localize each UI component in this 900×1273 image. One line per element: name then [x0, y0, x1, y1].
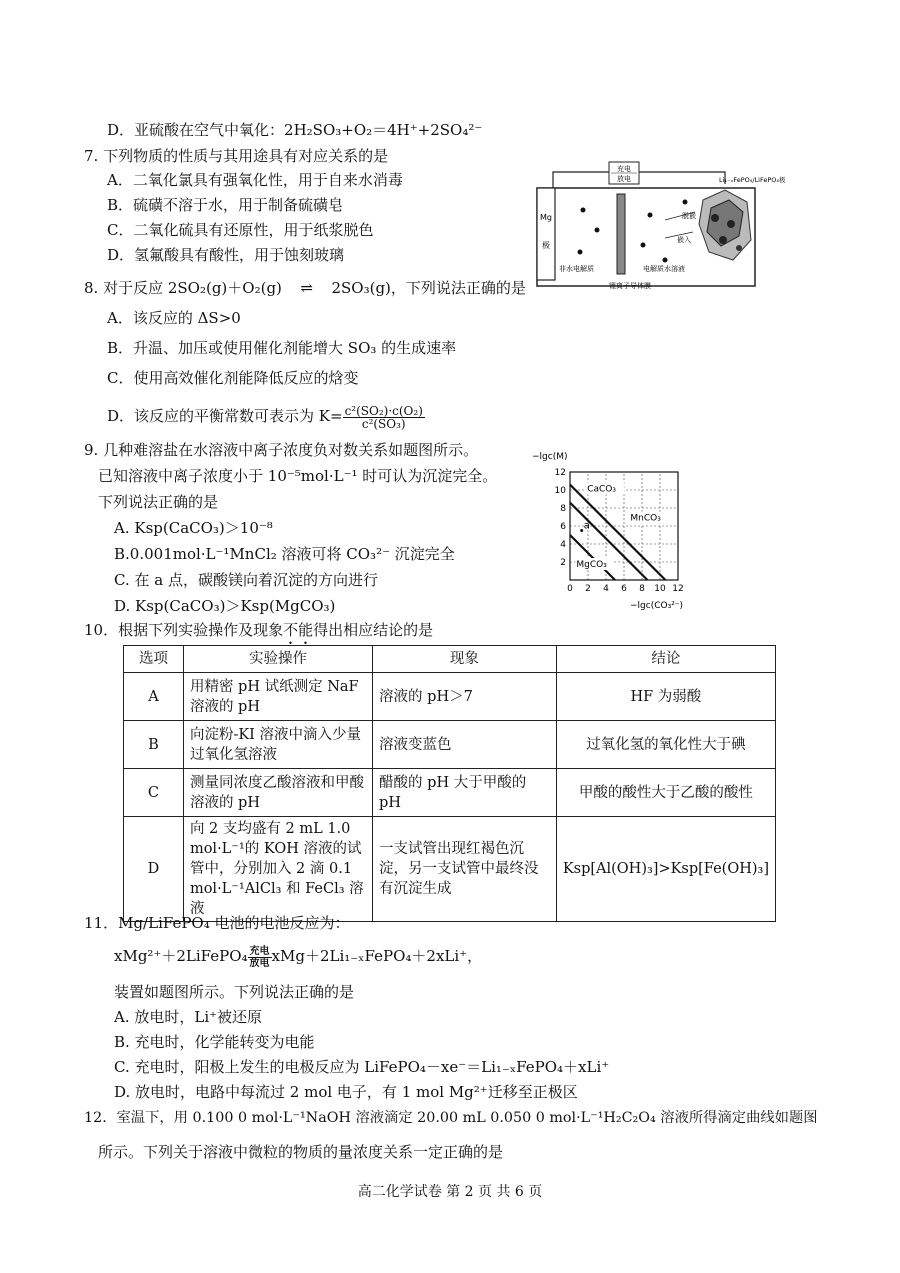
q11-stem-2: 装置如题图所示。下列说法正确的是	[114, 983, 355, 1001]
q10-stem-post: 得出相应结论的是	[313, 621, 434, 639]
y-tick-label: 4	[560, 540, 566, 550]
y-tick-label: 6	[560, 522, 566, 532]
table-header-row	[124, 646, 776, 673]
q8-option-c: C．使用高效催化剂能降低反应的焓变	[107, 369, 359, 387]
q11-equation	[114, 940, 482, 972]
x-tick-label: 2	[585, 584, 591, 594]
battery-diagram	[525, 160, 786, 295]
table-cell: 测量同浓度乙酸溶液和甲酸溶液的 pH	[183, 769, 372, 817]
q9-option-b: B.0.001mol·L⁻¹MnCl₂ 溶液可将 CO₃²⁻ 沉淀完全	[114, 545, 455, 563]
q12-line-1: 12．室温下，用 0.100 0 mol·L⁻¹NaOH 溶液滴定 20.00 mL 0.050 0 mol·L⁻¹H₂C₂O₄ 溶液所得滴定曲线如题图	[84, 1110, 818, 1126]
series-label: MgCO₃	[576, 560, 607, 571]
table-cell: Ksp[Al(OH)₃]>Ksp[Fe(OH)₃]	[556, 817, 775, 922]
table-cell: 向淀粉-KI 溶液中滴入少量过氧化氢溶液	[183, 721, 372, 769]
x-tick-label: 10	[654, 584, 666, 594]
chart-series	[570, 482, 667, 580]
point-label: a	[583, 520, 590, 532]
table-cell: A	[124, 673, 184, 721]
aq-label: 电解质水溶液	[643, 265, 685, 273]
q7-stem: 7. 下列物质的性质与其用途具有对应关系的是	[84, 147, 389, 165]
x-tick-label: 6	[621, 584, 627, 594]
q10-emphasis: 不能	[283, 621, 314, 639]
table-cell: 过氧化氢的氧化性大于碘	[556, 721, 775, 769]
table-cell: 溶液的 pH＞7	[373, 673, 557, 721]
table-header-cell: 现象	[373, 646, 557, 673]
q11-stem: 11．Mg/LiFePO₄ 电池的电池反应为：	[84, 914, 350, 932]
table-cell: C	[124, 769, 184, 817]
nonaq-label: 非水电解质	[559, 265, 594, 273]
table-row	[124, 673, 776, 721]
discharge-text: 放电	[249, 957, 270, 969]
q9-option-d: D. Ksp(CaCO₃)＞Ksp(MgCO₃)	[114, 597, 336, 615]
q8-option-b: B．升温、加压或使用催化剂能增大 SO₃ 的生成速率	[107, 339, 457, 357]
page-footer: 高二化学试卷 第 2 页 共 6 页	[357, 1184, 543, 1200]
table-cell: 用精密 pH 试纸测定 NaF 溶液的 pH	[183, 673, 372, 721]
x-tick-label: 8	[639, 584, 645, 594]
q11-eq-right: xMg＋2Li₁₋ₓFePO₄＋2xLi⁺，	[271, 947, 483, 965]
table-header-cell: 结论	[556, 646, 775, 673]
insert-label: 嵌入	[677, 236, 691, 244]
q9-option-a: A. Ksp(CaCO₃)＞10⁻⁸	[114, 519, 273, 537]
q8-stem-post: 2SO₃(g)，下列说法正确的是	[331, 279, 526, 297]
q7-option-a: A．二氧化氯具有强氧化性，用于自来水消毒	[107, 171, 403, 189]
q7-option-d: D．氢氟酸具有酸性，用于蚀刻玻璃	[107, 246, 345, 264]
solubility-chart	[530, 450, 700, 615]
q9-stem-2: 已知溶液中离子浓度小于 10⁻⁵mol·L⁻¹ 时可认为沉淀完全。	[98, 467, 498, 485]
x-axis-label: −lgc(CO₃²⁻)	[630, 601, 684, 611]
wire-right	[639, 172, 725, 184]
q11-option-a: A. 放电时，Li⁺被还原	[114, 1008, 263, 1026]
table-cell: 醋酸的 pH 大于甲酸的 pH	[373, 769, 557, 817]
table-row	[124, 769, 776, 817]
q8-option-a: A．该反应的 ΔS>0	[107, 309, 241, 327]
q11-option-d: D. 放电时，电路中每流过 2 mol 电子，有 1 mol Mg²⁺迁移至正极区	[114, 1083, 578, 1101]
table-cell: B	[124, 721, 184, 769]
q9-stem-1: 9. 几种难溶盐在水溶液中离子浓度负对数关系如题图所示。	[84, 441, 479, 459]
series-label: CaCO₃	[587, 484, 616, 495]
y-tick-label: 2	[560, 558, 566, 568]
cathode-crystal	[699, 190, 751, 260]
equilibrium-arrow-icon: ⇌	[300, 279, 313, 297]
charge-text: 充电	[249, 945, 270, 957]
q8-stem-pre: 8. 对于反应 2SO₂(g)＋O₂(g)	[84, 279, 282, 297]
charge-label: 充电	[617, 165, 631, 173]
mg-label-2: 极	[542, 241, 550, 250]
experiment-table	[123, 645, 776, 922]
reversible-arrow	[248, 946, 272, 969]
table-row	[124, 817, 776, 922]
q11-eq-left: xMg²⁺＋2LiFePO₄	[114, 947, 248, 965]
q7-option-b: B．硫磺不溶于水，用于制备硫磺皂	[107, 196, 344, 214]
x-tick-label: 12	[672, 584, 684, 594]
q10-stem	[84, 620, 433, 648]
y-tick-label: 10	[554, 486, 566, 496]
q9-stem-3: 下列说法正确的是	[98, 493, 219, 511]
q8-option-d-text: D．该反应的平衡常数可表示为 K=	[107, 407, 343, 425]
table-cell: 向 2 支均盛有 2 mL 1.0 mol·L⁻¹的 KOH 溶液的试管中，分别加入 2 滴 0.1 mol·L⁻¹AlCl₃ 和 FeCl₃ 溶液	[183, 817, 372, 922]
y-tick-label: 8	[560, 504, 566, 514]
q8-stem	[84, 278, 526, 298]
cathode-label: Li₁₋ₓFePO₄/LiFePO₄极	[719, 176, 786, 184]
y-axis-label: −lgc(M)	[532, 452, 568, 462]
q6-option-d: D．亚硫酸在空气中氧化：2H₂SO₃+O₂＝4H⁺+2SO₄²⁻	[107, 121, 483, 139]
q9-option-c: C. 在 a 点，碳酸镁向着沉淀的方向进行	[114, 571, 378, 589]
table-row	[124, 721, 776, 769]
mg-label: Mg	[540, 213, 552, 222]
table-cell: D	[124, 817, 184, 922]
table-cell: 溶液变蓝色	[373, 721, 557, 769]
membrane-label: 锂离子导体膜	[609, 282, 651, 290]
table-header-cell: 实验操作	[183, 646, 372, 673]
table-cell: 一支试管出现红褐色沉淀，另一支试管中最终没有沉淀生成	[373, 817, 557, 922]
q11-option-b: B. 充电时，化学能转变为电能	[114, 1033, 315, 1051]
q12-line-2: 所示。下列关于溶液中微粒的物质的量浓度关系一定正确的是	[98, 1143, 504, 1161]
table-cell: 甲酸的酸性大于乙酸的酸性	[556, 769, 775, 817]
mg-electrode	[537, 188, 555, 280]
equilibrium-constant-fraction	[343, 405, 425, 430]
q7-option-c: C．二氧化硫具有还原性，用于纸浆脱色	[107, 221, 374, 239]
frac-denominator: c²(SO₃)	[361, 416, 406, 431]
deinsert-label: 脱嵌	[682, 212, 696, 220]
membrane	[617, 194, 625, 274]
x-tick-label: 4	[603, 584, 609, 594]
table-header-cell: 选项	[124, 646, 184, 673]
q11-option-c: C. 充电时，阳极上发生的电极反应为 LiFePO₄－xe⁻＝Li₁₋ₓFePO₄＋xLi⁺	[114, 1058, 610, 1076]
q8-option-d	[107, 398, 425, 434]
y-tick-label: 12	[554, 468, 566, 478]
discharge-label: 放电	[617, 175, 631, 183]
x-tick-label: 0	[567, 584, 573, 594]
series-label: MnCO₃	[630, 513, 661, 524]
table-cell: HF 为弱酸	[556, 673, 775, 721]
frac-numerator: c²(SO₂)·c(O₂)	[344, 403, 423, 418]
q10-stem-pre: 10．根据下列实验操作及现象	[84, 621, 284, 639]
